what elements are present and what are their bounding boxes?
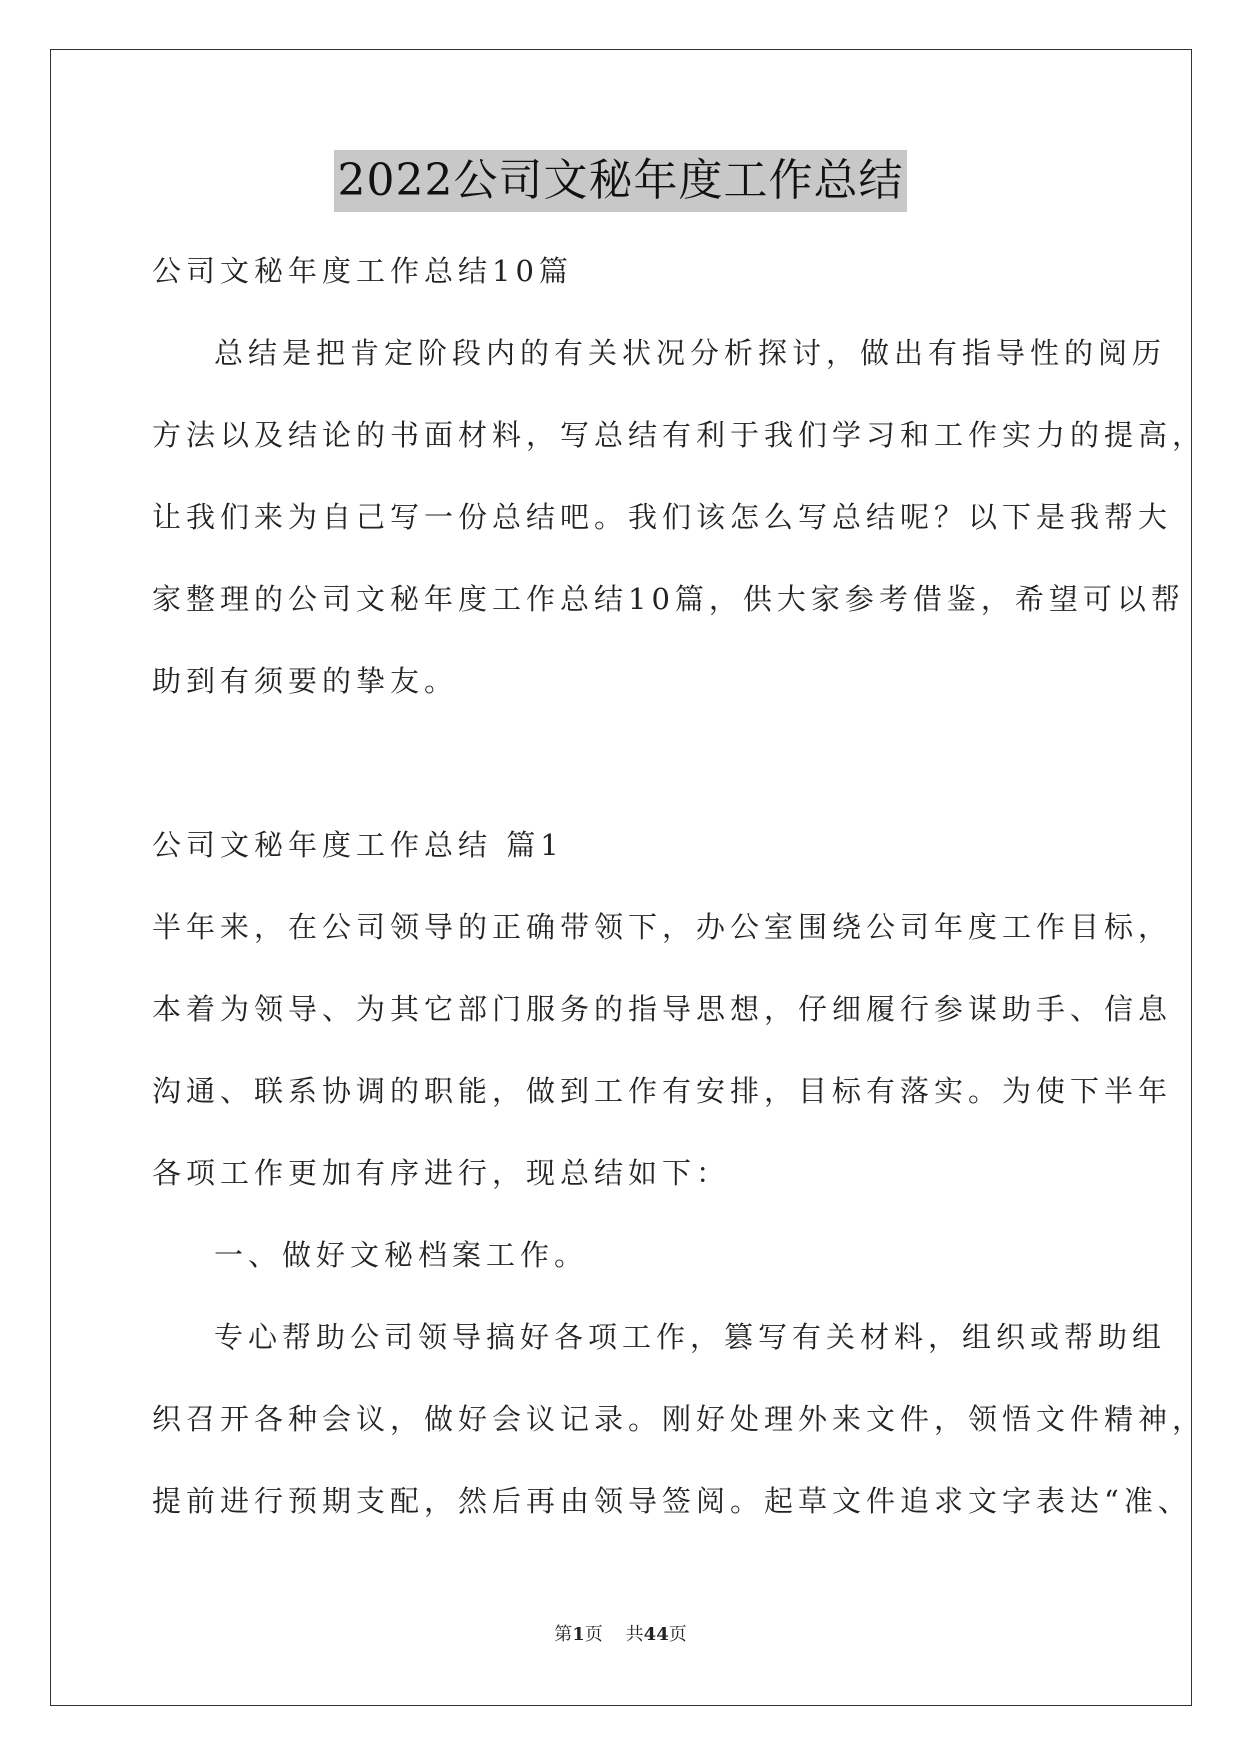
page-current: 1 <box>572 1624 585 1645</box>
intro-line: 方法以及结论的书面材料，写总结有利于我们学习和工作实力的提高， <box>152 418 1207 452</box>
document-body <box>152 230 1207 1542</box>
page-prefix: 第 <box>554 1624 573 1645</box>
item-heading: 一、做好文秘档案工作。 <box>214 1238 589 1272</box>
intro-line: 总结是把肯定阶段内的有关状况分析探讨，做出有指导性的阅历 <box>214 336 1167 370</box>
section-heading: 公司文秘年度工作总结 篇1 <box>152 828 564 862</box>
intro-line: 家整理的公司文秘年度工作总结10篇，供大家参考借鉴，希望可以帮 <box>152 582 1185 616</box>
section-line: 本着为领导、为其它部门服务的指导思想，仔细履行参谋助手、信息 <box>152 992 1173 1026</box>
total-pages: 44 <box>643 1624 669 1645</box>
title-container <box>0 150 1241 212</box>
intro-line: 让我们来为自己写一份总结吧。我们该怎么写总结呢？以下是我帮大 <box>152 500 1173 534</box>
item-line: 专心帮助公司领导搞好各项工作，篡写有关材料，组织或帮助组 <box>214 1320 1167 1354</box>
total-prefix: 共 <box>625 1624 644 1645</box>
intro-line: 助到有须要的挚友。 <box>152 664 459 698</box>
section-line: 半年来，在公司领导的正确带领下，办公室围绕公司年度工作目标， <box>152 910 1173 944</box>
item-line: 提前进行预期支配，然后再由领导签阅。起草文件追求文字表达“准、 <box>152 1484 1192 1518</box>
page-suffix: 页 <box>584 1624 603 1645</box>
section-line: 各项工作更加有序进行，现总结如下： <box>152 1156 731 1190</box>
page-footer <box>0 1620 1241 1646</box>
total-suffix: 页 <box>668 1624 687 1645</box>
paragraph-spacer <box>152 722 1112 804</box>
section-line: 沟通、联系协调的职能，做到工作有安排，目标有落实。为使下半年 <box>152 1074 1173 1108</box>
item-line: 织召开各种会议，做好会议记录。刚好处理外来文件，领悟文件精神， <box>152 1402 1207 1436</box>
document-title: 2022公司文秘年度工作总结 <box>334 150 908 212</box>
document-subtitle: 公司文秘年度工作总结10篇 <box>152 254 573 288</box>
